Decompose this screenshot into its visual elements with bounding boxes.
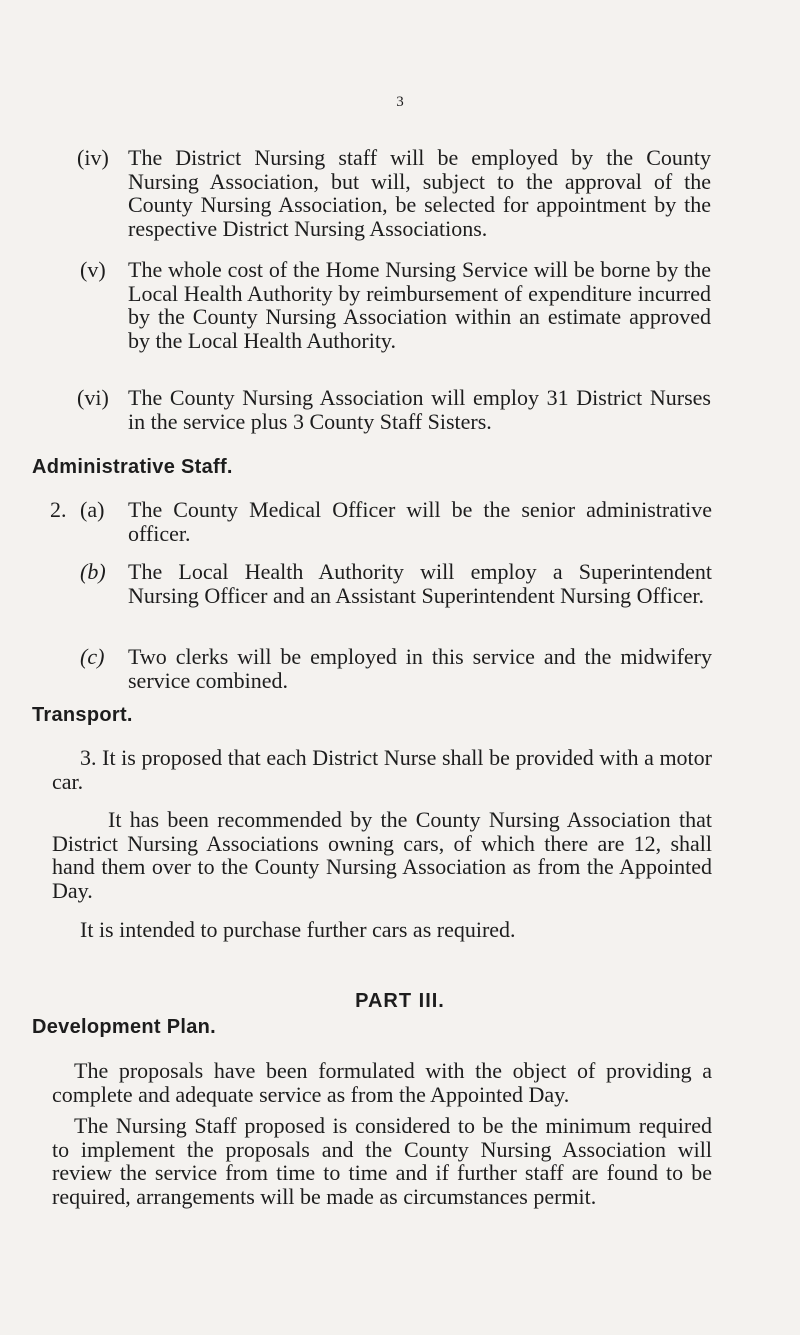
item-text: The County Medical Officer will be the senior administrative officer. (128, 497, 712, 546)
transport-paragraph-3: It is intended to purchase further cars as required. (80, 917, 516, 942)
list-item-a (50, 498, 720, 548)
item-text: The District Nursing staff will be employed by the County Nursing Association, but will, subject to the approval of the County Nursing Association, be selected for appointment by the respective District Nursing Associations. (128, 145, 711, 241)
list-item-iv (77, 146, 717, 242)
item-label: (vi) (77, 385, 109, 410)
item-label: (a) (80, 497, 105, 522)
section-heading-administrative: Administrative Staff. (32, 456, 233, 478)
transport-paragraph-2: It has been recommended by the County Nursing Association that District Nursing Associations owning cars, of which there are 12, shall hand them over to the County Nursing Association as from the Appointed Day. (52, 807, 712, 903)
item-label: (c) (80, 644, 105, 669)
list-item-v (80, 258, 720, 378)
item-text: Two clerks will be employed in this service and the midwifery service combined. (128, 644, 712, 693)
list-item-c (80, 645, 720, 695)
part-title: PART III. (355, 990, 445, 1012)
item-text: The County Nursing Association will employ 31 District Nurses in the service plus 3 County Staff Sisters. (128, 385, 711, 434)
list-item-b (80, 560, 720, 632)
item-label: (iv) (77, 145, 109, 170)
section-number: 2. (50, 497, 67, 522)
development-paragraph-2: The Nursing Staff proposed is considered to be the minimum required to implement the proposals and the County Nursing Association will review the service from time to time and if further staff are found to be required, arrangements will be made as circumstances permit. (52, 1113, 712, 1209)
item-label: (b) (80, 559, 106, 584)
page-number: 3 (396, 94, 404, 110)
transport-paragraph-1: 3. It is proposed that each District Nurse shall be provided with a motor car. (52, 745, 712, 794)
item-text: The Local Health Authority will employ a Superintendent Nursing Officer and an Assistant Superintendent Nursing Officer. (128, 559, 712, 608)
item-label: (v) (80, 257, 106, 282)
item-text: The whole cost of the Home Nursing Service will be borne by the Local Health Authority by reimbursement of expenditure incurred by the County Nursing Association within an estimate approved by the Local Health Authority. (128, 257, 711, 353)
section-heading-transport: Transport. (32, 704, 133, 726)
development-paragraph-1: The proposals have been formulated with the object of providing a complete and adequate service as from the Appointed Day. (52, 1058, 712, 1107)
section-heading-development: Development Plan. (32, 1016, 217, 1038)
list-item-vi (77, 386, 717, 436)
